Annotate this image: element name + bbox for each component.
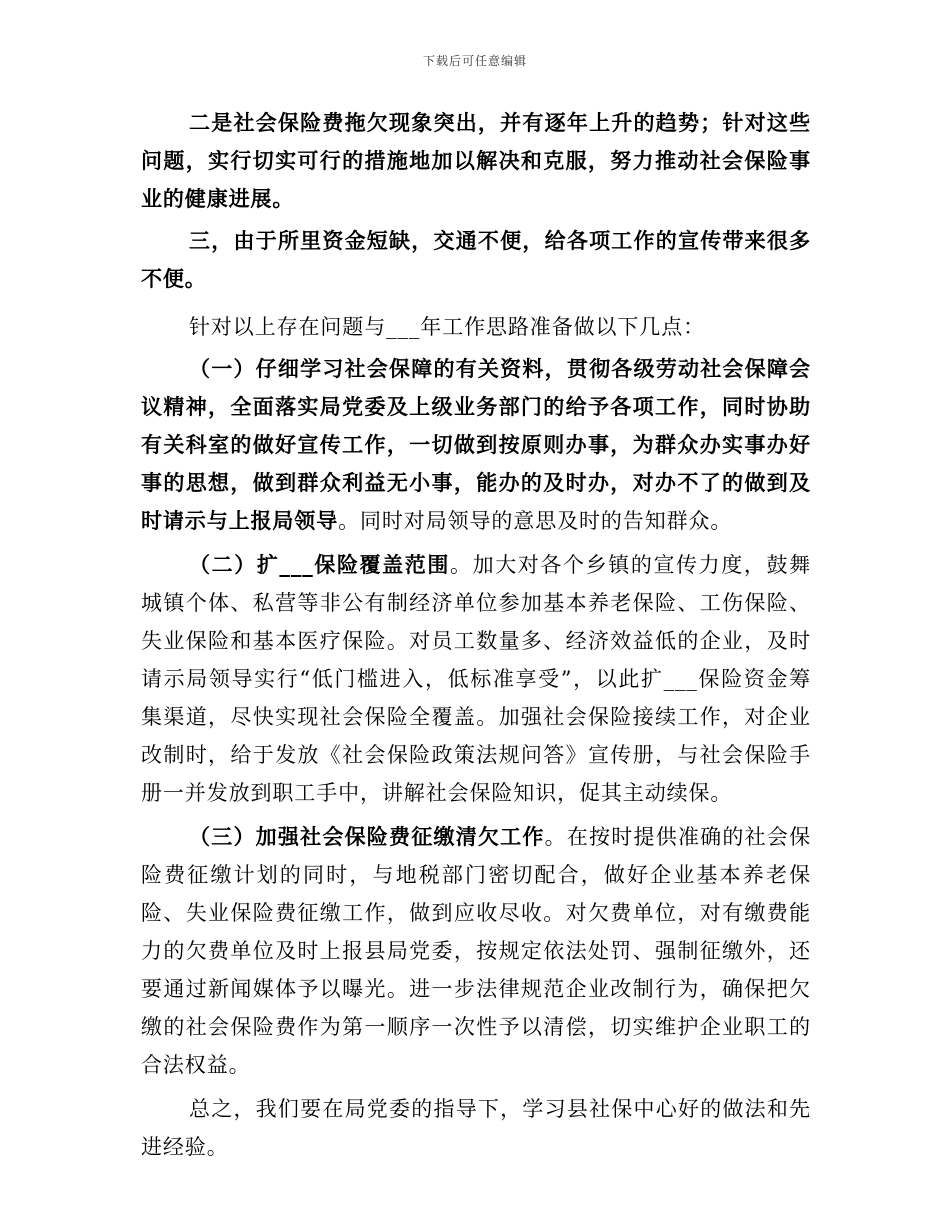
paragraph-funding: 三，由于所里资金短缺，交通不便，给各项工作的宣传带来很多不便。 (141, 228, 811, 291)
item-one-heading: （一）仔细学习社会保障的有关资料，贯彻各级劳动社会保障会议精神，全面落实局党委及上级业务部门的给予各项工作，同时协助有关科室的做好宣传工作，一切做到按原则办事，为群众办实事办好事的思想，做到群众利益无小事，能办的及时办，对办不了的做到及时请示与上报局领导 (141, 356, 811, 533)
page-header: 下载后可任意编辑 (422, 54, 527, 68)
paragraph-item-two (141, 546, 811, 812)
paragraph-item-three (141, 818, 811, 1084)
paragraph-item-one (141, 350, 811, 540)
item-two-text: 。加大对各个乡镇的宣传力度，鼓舞城镇个体、私营等非公有制经济单位参加基本养老保险、工伤保险、失业保险和基本医疗保险。对员工数量多、经济效益低的企业，及时请示局领导实行“低门槛进入，低标准享受”，以此扩___保险资金筹集渠道，尽快实现社会保险全覆盖。加强社会保险接续工作，对企业改制时，给于发放《社会保险政策法规问答》宣传册，与社会保险手册一并发放到职工手中，讲解社会保险知识，促其主动续保。 (141, 553, 811, 805)
item-three-heading: （三）加强社会保险费征缴清欠工作 (189, 824, 545, 849)
item-three-text: 。在按时提供准确的社会保险费征缴计划的同时，与地税部门密切配合，做好企业基本养老保险、失业保险费征缴工作，做到应收尽收。对欠费单位，对有缴费能力的欠费单位及时上报县局党委，按规定依法处罚、强制征缴外，还要通过新闻媒体予以曝光。进一步法律规范企业改制行为，确保把欠缴的社会保险费作为第一顺序一次性予以清偿，切实维护企业职工的合法权益。 (141, 825, 811, 1077)
item-two-heading: （二）扩___保险覆盖范围 (189, 552, 450, 577)
item-one-text: 。同时对局领导的意思及时的告知群众。 (338, 509, 733, 533)
paragraph-arrears: 二是社会保险费拖欠现象突出，并有逐年上升的趋势；针对这些问题，实行切实可行的措施地加以解决和克服，努力推动社会保险事业的健康进展。 (141, 110, 811, 211)
document-body (141, 104, 811, 1166)
paragraph-conclusion: 总之，我们要在局党委的指导下，学习县社保中心好的做法和先进经验。 (141, 1097, 811, 1159)
paragraph-plan-intro: 针对以上存在问题与___年工作思路准备做以下几点： (189, 315, 705, 339)
